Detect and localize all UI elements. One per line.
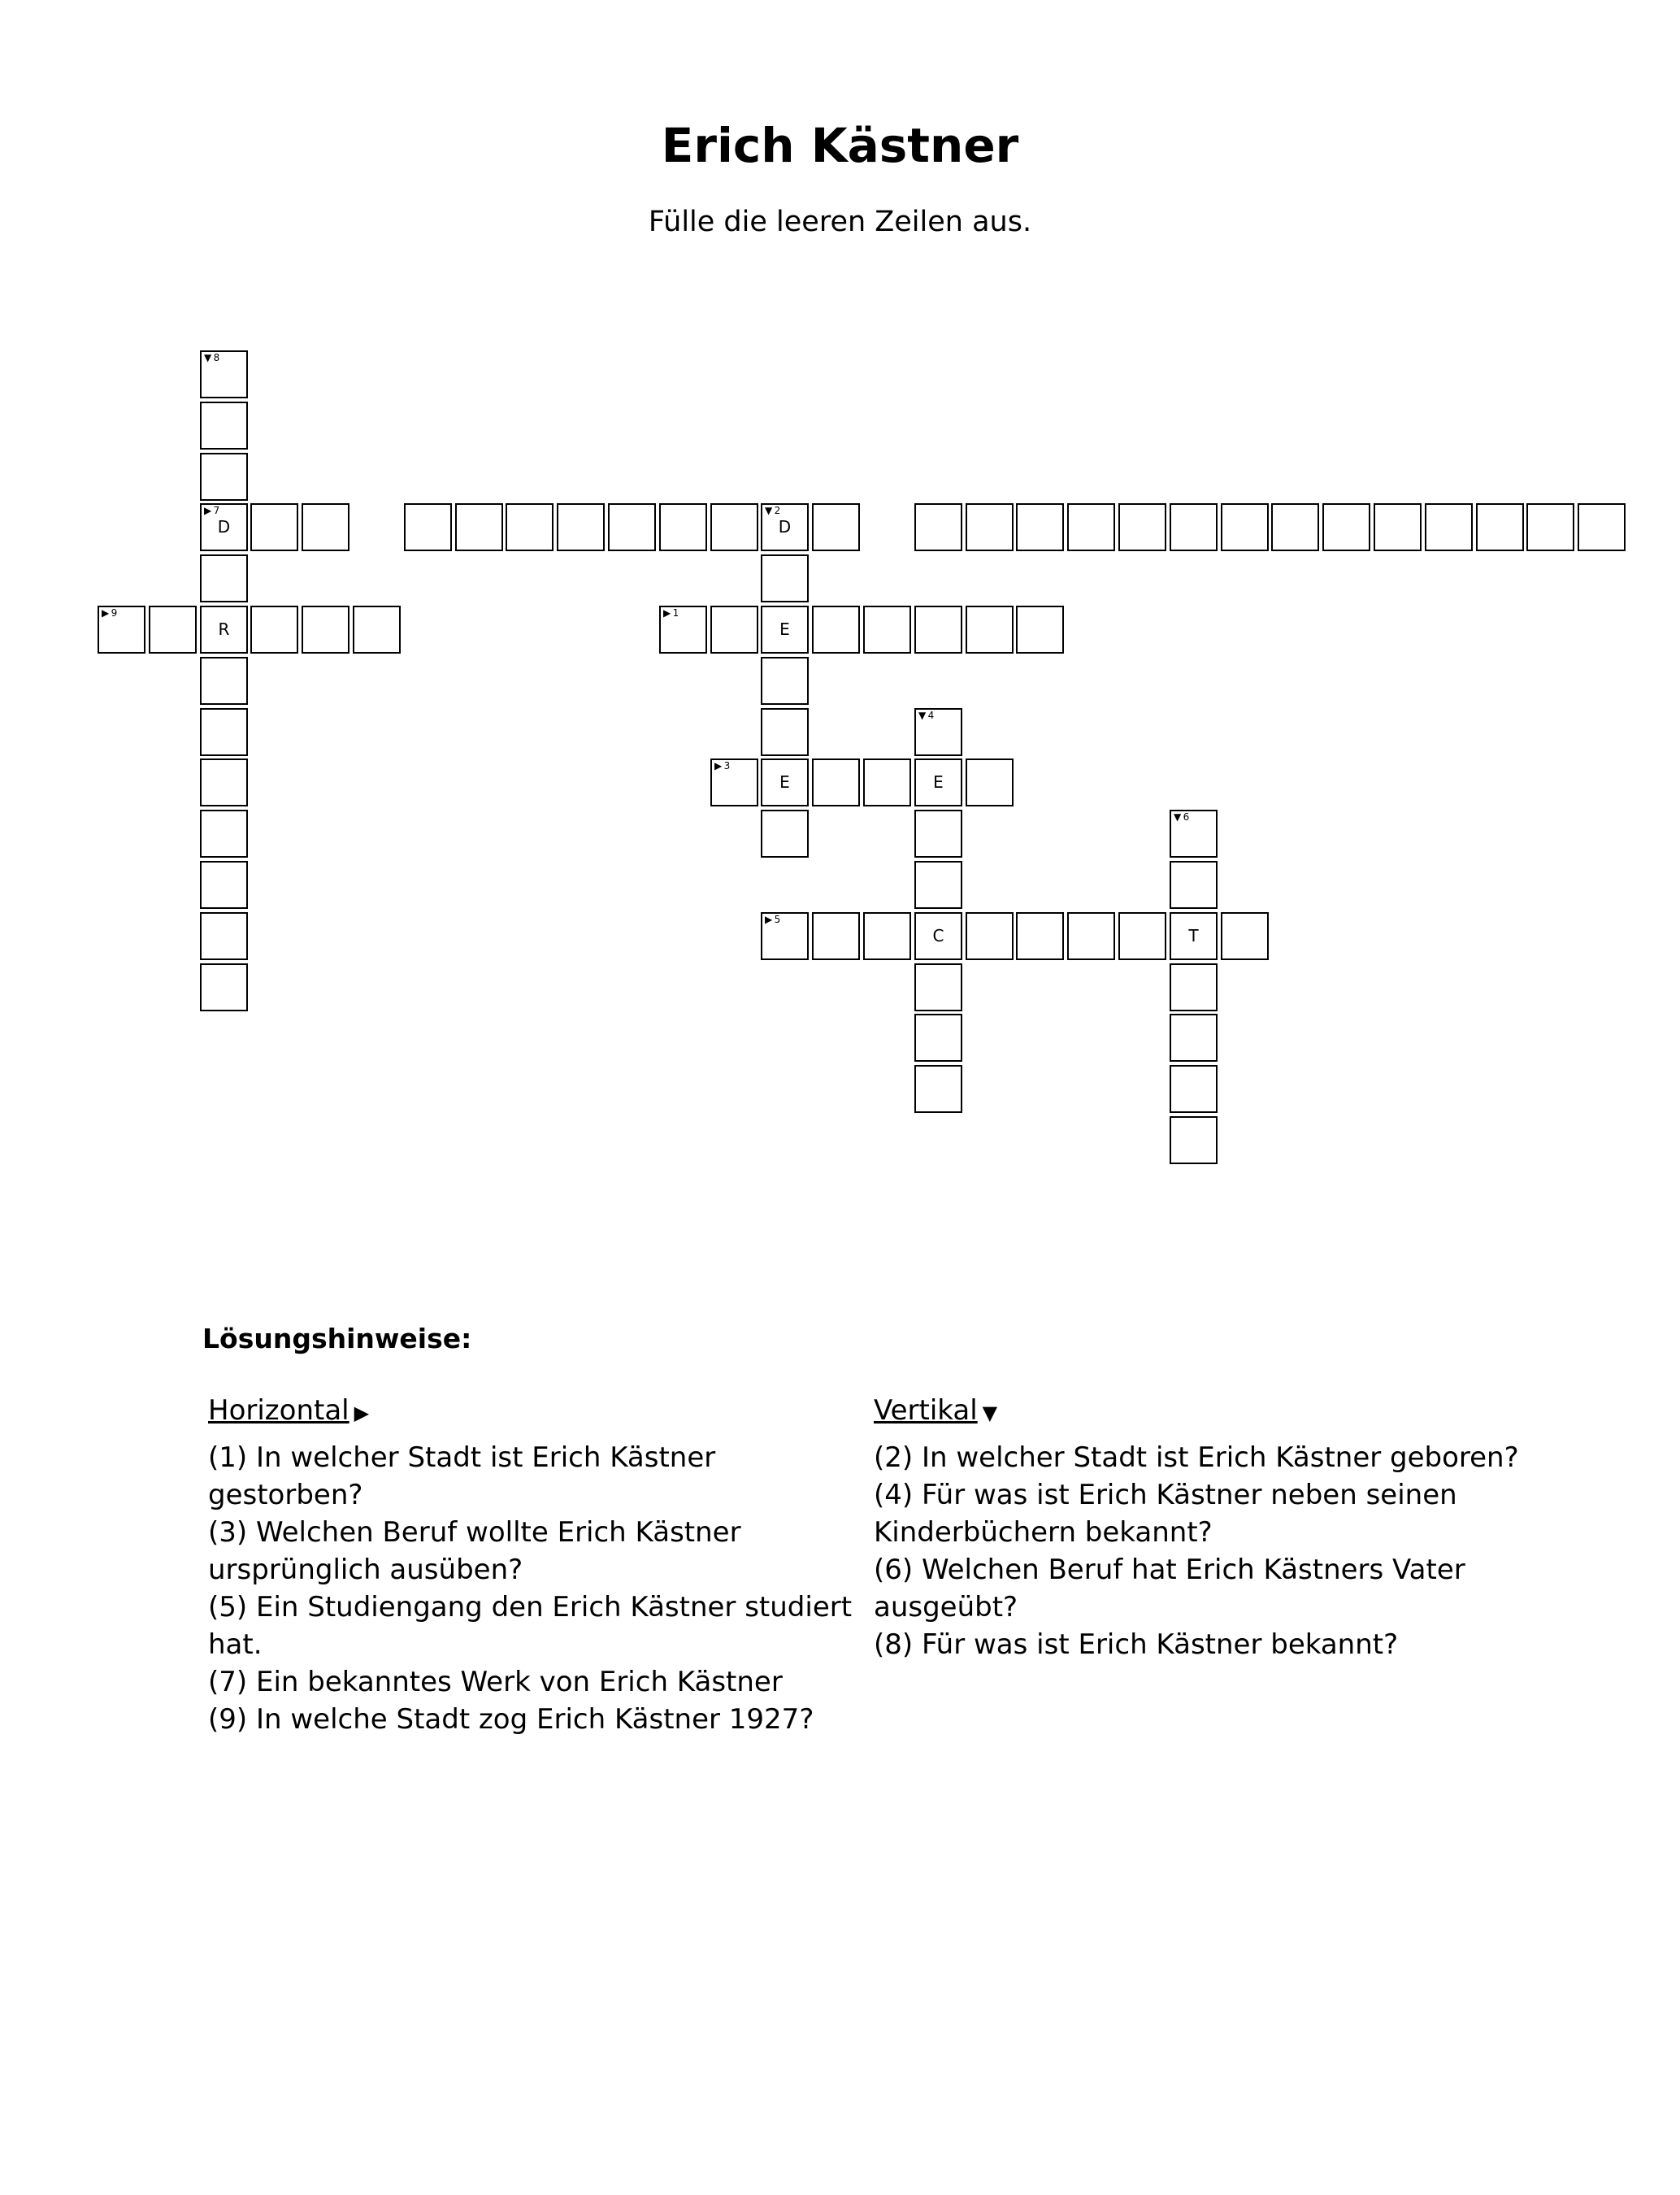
crossword-cell[interactable]	[353, 606, 401, 654]
crossword-cell[interactable]	[761, 810, 809, 858]
crossword-cell[interactable]	[710, 606, 758, 654]
page-title: Erich Kästner	[661, 118, 1019, 173]
crossword-cell[interactable]	[914, 1014, 962, 1062]
clue-number: ▶ 3	[714, 760, 731, 772]
crossword-cell[interactable]	[1425, 503, 1473, 551]
clue-number: ▶ 1	[663, 607, 679, 619]
crossword-cell[interactable]	[914, 708, 962, 756]
crossword-cell[interactable]	[608, 503, 656, 551]
crossword-cell[interactable]	[200, 708, 248, 756]
crossword-cell[interactable]	[966, 912, 1014, 960]
crossword-cell[interactable]	[1526, 503, 1574, 551]
clue-item: (4) Für was ist Erich Kästner neben seinen Kinderbüchern bekannt?	[874, 1479, 1457, 1549]
crossword-cell[interactable]	[200, 402, 248, 450]
crossword-cell[interactable]	[1221, 912, 1269, 960]
clue-item: (8) Für was ist Erich Kästner bekannt?	[874, 1628, 1399, 1661]
crossword-cell[interactable]	[1067, 503, 1115, 551]
cell-letter: D	[217, 517, 231, 537]
crossword-cell[interactable]	[761, 554, 809, 602]
crossword-cell[interactable]	[914, 606, 962, 654]
crossword-cell[interactable]	[1374, 503, 1422, 551]
crossword-cell[interactable]	[1578, 503, 1626, 551]
crossword-cell[interactable]	[1476, 503, 1524, 551]
down-arrow-icon: ▼	[982, 1402, 998, 1424]
crossword-cell[interactable]	[1322, 503, 1370, 551]
horizontal-heading-label: Horizontal	[208, 1394, 349, 1427]
clue-number: ▼ 4	[918, 710, 935, 721]
crossword-cell[interactable]	[914, 912, 962, 960]
crossword-cell[interactable]	[200, 963, 248, 1011]
crossword-cell[interactable]	[710, 503, 758, 551]
crossword-cell[interactable]	[200, 657, 248, 705]
crossword-cell[interactable]	[966, 606, 1014, 654]
crossword-cell[interactable]	[1118, 912, 1166, 960]
clue-item: (6) Welchen Beruf hat Erich Kästners Vater ausgeübt?	[874, 1554, 1465, 1623]
crossword-cell[interactable]	[98, 606, 145, 654]
cell-letter: T	[1188, 926, 1199, 945]
crossword-cell[interactable]	[200, 861, 248, 909]
crossword-cell[interactable]	[761, 606, 809, 654]
horizontal-heading	[208, 1392, 870, 1429]
crossword-cell[interactable]	[302, 503, 349, 551]
crossword-cell[interactable]	[1067, 912, 1115, 960]
crossword-cell[interactable]	[812, 606, 860, 654]
vertical-heading	[874, 1392, 1536, 1429]
clue-item: (7) Ein bekanntes Werk von Erich Kästner	[208, 1666, 783, 1698]
crossword-cell[interactable]	[761, 912, 809, 960]
crossword-cell[interactable]	[200, 350, 248, 398]
crossword-cell[interactable]	[1170, 1014, 1218, 1062]
crossword-cell[interactable]	[1170, 861, 1218, 909]
horizontal-clues	[208, 1392, 870, 1738]
crossword-cell[interactable]	[1170, 503, 1218, 551]
crossword-cell[interactable]	[404, 503, 452, 551]
crossword-cell[interactable]	[302, 606, 349, 654]
crossword-cell[interactable]	[200, 606, 248, 654]
crossword-cell[interactable]	[966, 758, 1014, 806]
cell-letter: C	[932, 926, 944, 945]
crossword-cell[interactable]	[659, 503, 707, 551]
clue-number: ▶ 9	[102, 607, 118, 619]
crossword-cell[interactable]	[659, 606, 707, 654]
crossword-cell[interactable]	[200, 453, 248, 501]
cell-letter: E	[933, 772, 944, 792]
clue-item: (2) In welcher Stadt ist Erich Kästner geboren?	[874, 1441, 1519, 1474]
crossword-cell[interactable]	[914, 758, 962, 806]
clue-number: ▶ 5	[765, 914, 781, 925]
crossword-cell[interactable]	[200, 554, 248, 602]
crossword-cell[interactable]	[1170, 963, 1218, 1011]
crossword-cell[interactable]	[812, 503, 860, 551]
cell-letter: E	[779, 772, 790, 792]
crossword-cell[interactable]	[863, 606, 911, 654]
crossword-cell[interactable]	[812, 912, 860, 960]
instructions: Fülle die leeren Zeilen aus.	[648, 206, 1032, 238]
crossword-cell[interactable]	[863, 912, 911, 960]
clue-item: (1) In welcher Stadt ist Erich Kästner gestorben?	[208, 1441, 716, 1511]
crossword-cell[interactable]	[914, 1065, 962, 1113]
clue-number: ▼ 8	[204, 352, 220, 363]
crossword-cell[interactable]	[863, 758, 911, 806]
crossword-cell[interactable]	[200, 503, 248, 551]
crossword-cell[interactable]	[1170, 810, 1218, 858]
crossword-cell[interactable]	[1170, 1116, 1218, 1164]
right-arrow-icon: ▶	[354, 1402, 370, 1424]
crossword-cell[interactable]	[914, 963, 962, 1011]
vertical-heading-label: Vertikal	[874, 1394, 978, 1427]
crossword-cell[interactable]	[506, 503, 553, 551]
crossword-cell[interactable]	[250, 503, 298, 551]
crossword-cell[interactable]	[1271, 503, 1319, 551]
crossword-cell[interactable]	[1170, 1065, 1218, 1113]
clue-item: (9) In welche Stadt zog Erich Kästner 1927?	[208, 1703, 814, 1736]
clues-heading: Lösungshinweise:	[202, 1323, 472, 1354]
crossword-cell[interactable]	[914, 861, 962, 909]
crossword-cell[interactable]	[200, 758, 248, 806]
clue-item: (5) Ein Studiengang den Erich Kästner studiert hat.	[208, 1591, 853, 1661]
crossword-cell[interactable]	[1016, 606, 1064, 654]
clue-number: ▼ 6	[1174, 811, 1190, 823]
cell-letter: D	[778, 517, 792, 537]
cell-letter: R	[218, 619, 230, 639]
crossword-cell[interactable]	[761, 657, 809, 705]
crossword-cell[interactable]	[966, 503, 1014, 551]
crossword-cell[interactable]	[1016, 912, 1064, 960]
clue-number: ▼ 2	[765, 505, 781, 516]
crossword-cell[interactable]	[200, 810, 248, 858]
crossword-cell[interactable]	[1221, 503, 1269, 551]
crossword-cell[interactable]	[914, 810, 962, 858]
crossword-cell[interactable]	[200, 912, 248, 960]
crossword-cell[interactable]	[149, 606, 197, 654]
crossword-cell[interactable]	[455, 503, 503, 551]
crossword-cell[interactable]	[557, 503, 605, 551]
crossword-cell[interactable]	[1016, 503, 1064, 551]
crossword-cell[interactable]	[761, 758, 809, 806]
vertical-clues	[874, 1392, 1536, 1663]
crossword-cell[interactable]	[1118, 503, 1166, 551]
crossword-cell[interactable]	[914, 503, 962, 551]
crossword-cell[interactable]	[250, 606, 298, 654]
cell-letter: E	[779, 619, 790, 639]
crossword-cell[interactable]	[1170, 912, 1218, 960]
crossword-cell[interactable]	[761, 503, 809, 551]
crossword-cell[interactable]	[761, 708, 809, 756]
crossword-cell[interactable]	[710, 758, 758, 806]
crossword-cell[interactable]	[812, 758, 860, 806]
clue-item: (3) Welchen Beruf wollte Erich Kästner ursprünglich ausüben?	[208, 1516, 741, 1586]
clue-number: ▶ 7	[204, 505, 220, 516]
